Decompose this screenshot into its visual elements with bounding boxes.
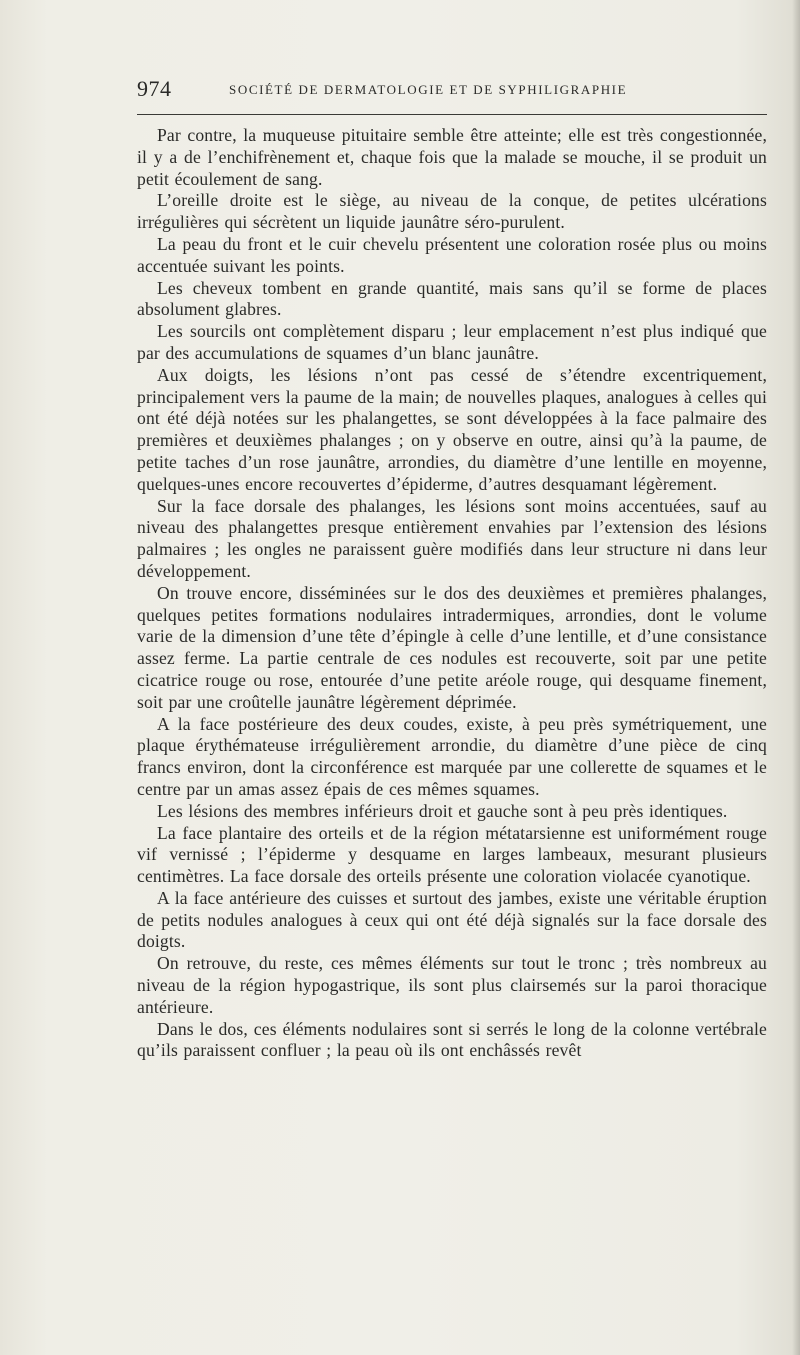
body-text — [137, 125, 767, 1062]
paragraph: On trouve encore, disséminées sur le dos des deuxièmes et premières phalanges, quelques petites formations nodulaires intradermiques, arrondies, dont le volume varie de la dimension d’une tête d’épingle à celle d’une lentille, et d’une consistance assez ferme. La partie centrale de ces nodules est recouverte, soit par une petite cicatrice rouge ou rose, entourée d’une petite aréole rouge, qui desquame finement, soit par une croûtelle jaunâtre légèrement déprimée. — [137, 582, 767, 712]
paragraph: La face plantaire des orteils et de la région métatarsienne est uniformément rouge vif vernissé ; l’épiderme y desquame en larges lambeaux, mesurant plusieurs centimètres. La face dorsale des orteils présente une coloration violacée cyanotique. — [137, 822, 767, 887]
page-number: 974 — [137, 76, 172, 101]
paragraph: Les cheveux tombent en grande quantité, mais sans qu’il se forme de places absolument glabres. — [137, 277, 767, 320]
paragraph: A la face antérieure des cuisses et surtout des jambes, existe une véritable éruption de petits nodules analogues à ceux qui ont été déjà signalés sur la face dorsale des doigts. — [137, 887, 767, 952]
paragraph: Les lésions des membres inférieurs droit et gauche sont à peu près identiques. — [157, 800, 728, 821]
page-edge-shadow — [792, 0, 800, 1355]
paragraph: Par contre, la muqueuse pituitaire semble être atteinte; elle est très congestionnée, il y a de l’enchifrènement et, chaque fois que la malade se mouche, il se produit un petit écoulement de sang. — [137, 125, 767, 189]
paragraph: Aux doigts, les lésions n’ont pas cessé de s’étendre excentriquement, principalement vers la paume de la main; de nouvelles plaques, analogues à celles qui ont été déjà notées sur les phalangettes, se sont développées à la face palmaire des premières et deuxièmes phalanges ; on y observe en outre, ainsi qu’à la paume, de petite taches d’un rose jaunâtre, arrondies, du diamètre d’une lentille en moyenne, quelques-unes encore recouvertes d’épiderme, d’autres desquamant légèrement. — [137, 364, 767, 494]
paragraph: Dans le dos, ces éléments nodulaires sont si serrés le long de la colonne vertébrale qu’ils paraissent confluer ; la peau où ils ont enchâssés revêt — [137, 1018, 767, 1061]
header-rule — [137, 114, 767, 115]
page-header — [137, 76, 767, 106]
paragraph: La peau du front et le cuir chevelu présentent une coloration rosée plus ou moins accentuée suivant les points. — [137, 233, 767, 276]
paragraph: A la face postérieure des deux coudes, existe, à peu près symétriquement, une plaque érythémateuse irrégulièrement arrondie, du diamètre d’une pièce de cinq francs environ, dont la circonférence est marquée par une collerette de squames et le centre par un amas assez épais de ces mêmes squames. — [137, 713, 767, 799]
paragraph: Les sourcils ont complètement disparu ; leur emplacement n’est plus indiqué que par des accumulations de squames d’un blanc jaunâtre. — [137, 321, 767, 363]
paragraph: Sur la face dorsale des phalanges, les lésions sont moins accentuées, sauf au niveau des phalangettes presque entièrement envahies par l’extension des lésions palmaires ; les ongles ne paraissent guère modifiés dans leur structure ni dans leur développement. — [137, 495, 767, 581]
paragraph: On retrouve, du reste, ces mêmes éléments sur tout le tronc ; très nombreux au niveau de la région hypogastrique, ils sont plus clairsemés sur la paroi thoracique antérieure. — [137, 953, 767, 1017]
paragraph: L’oreille droite est le siège, au niveau de la conque, de petites ulcérations irrégulières qui sécrètent un liquide jaunâtre séro-purulent. — [137, 190, 767, 233]
running-head: SOCIÉTÉ DE DERMATOLOGIE ET DE SYPHILIGRAPHIE — [229, 82, 628, 97]
